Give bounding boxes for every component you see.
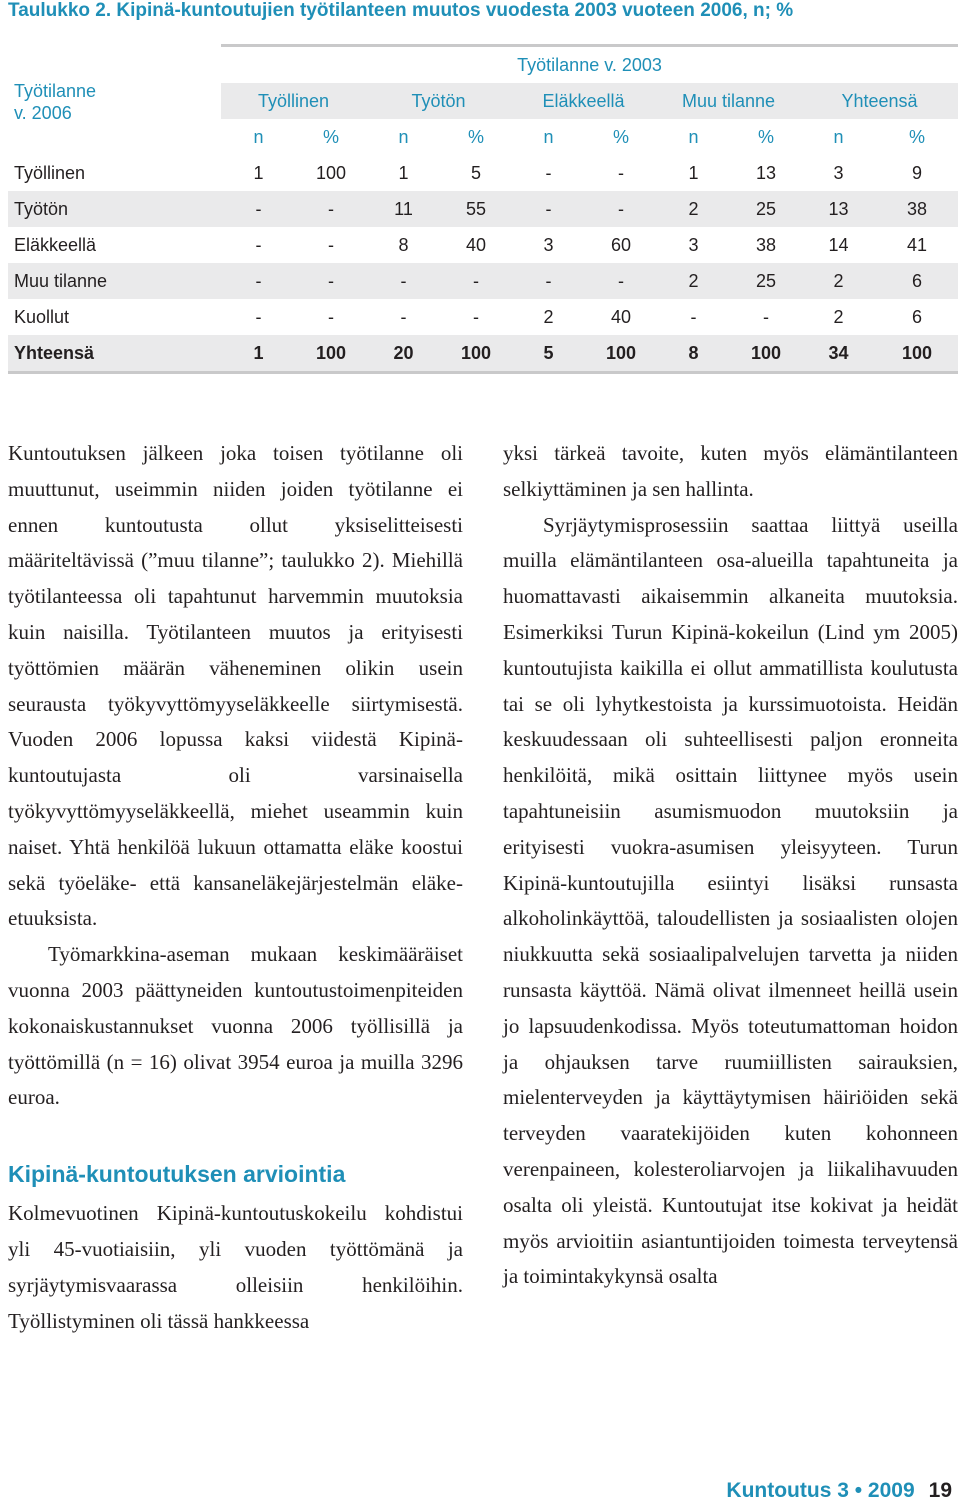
table-cell: 100 [296, 335, 366, 373]
table-cell: 8 [656, 335, 731, 373]
row-label: Eläkkeellä [14, 234, 97, 255]
data-table [8, 44, 958, 374]
table-cell: - [511, 191, 586, 227]
row-header-label [8, 46, 221, 156]
column-header-yhteensa: Yhteensä [801, 83, 958, 119]
table-cell: 2 [833, 306, 844, 327]
table-cell: 2 [656, 263, 731, 299]
table-cell: - [255, 234, 262, 255]
page-number: 19 [928, 1479, 952, 1502]
table-cell: 55 [441, 191, 511, 227]
table-cell: 100 [586, 335, 656, 373]
table-cell: - [366, 263, 441, 299]
sub-header-n: n [688, 126, 699, 147]
paragraph: yksi tärkeä tavoite, kuten myös elämäntilanteen selkiyttäminen ja sen hallinta. [503, 441, 958, 501]
sub-header-pct: % [467, 126, 484, 147]
row-header-label-line2: v. 2006 [14, 102, 72, 123]
row-header-label-line1: Työtilanne [14, 80, 97, 101]
table-row [8, 191, 958, 227]
table-cell: - [545, 162, 552, 183]
table-cell: 2 [543, 306, 554, 327]
table-cell: - [328, 234, 334, 255]
table-cell: 13 [755, 162, 777, 183]
table-cell: - [618, 162, 624, 183]
table-cell: 60 [610, 234, 632, 255]
sub-header-pct: % [612, 126, 629, 147]
sub-header-pct: % [909, 126, 926, 147]
column-header-tyoton: Työtön [366, 83, 511, 119]
table-row [8, 155, 958, 191]
table-cell: 1 [221, 335, 296, 373]
table-row [8, 263, 958, 299]
row-label: Muu tilanne [8, 263, 221, 299]
table-cell: 100 [876, 335, 958, 373]
table-cell: 8 [398, 234, 409, 255]
table-cell: 100 [315, 162, 347, 183]
table-cell: 34 [801, 335, 876, 373]
table-cell: 2 [801, 263, 876, 299]
table-cell: 40 [610, 306, 632, 327]
table-cell: 9 [912, 162, 923, 183]
table-cell: 25 [731, 191, 801, 227]
column-header-muu-tilanne: Muu tilanne [656, 83, 801, 119]
sub-header-n: n [543, 126, 554, 147]
paragraph: Työmarkkina-aseman mukaan keskimääräiset vuonna 2003 päättyneiden kuntoutustoimenpiteiden kokonaiskustannukset vuonna 2006 työllisillä ja työttömillä (n = 16) olivat 3954 euroa ja muilla 3296 euroa. [8, 942, 463, 1110]
left-text-column [8, 436, 463, 1339]
column-header-tyollinen: Työllinen [221, 83, 366, 119]
table-caption: Taulukko 2. Kipinä-kuntoutujien työtilanteen muutos vuodesta 2003 vuoteen 2006, n; % [8, 0, 794, 21]
sub-header-n: n [833, 126, 844, 147]
table-row [8, 227, 958, 263]
table-cell: 11 [366, 191, 441, 227]
sub-header-pct: % [322, 126, 339, 147]
row-label: Työtön [8, 191, 221, 227]
table-cell: - [400, 306, 407, 327]
table-cell: - [690, 306, 697, 327]
table-cell: 6 [912, 306, 923, 327]
table-cell: 38 [876, 191, 958, 227]
table-cell: - [441, 263, 511, 299]
journal-name: Kuntoutus 3 • 2009 [726, 1479, 915, 1502]
table-cell: - [221, 191, 296, 227]
table-cell: 6 [876, 263, 958, 299]
table-cell: 100 [731, 335, 801, 373]
table-cell: 20 [366, 335, 441, 373]
table-cell: 5 [470, 162, 481, 183]
table-cell: 13 [801, 191, 876, 227]
paragraph: Kolmevuotinen Kipinä-kuntoutuskokeilu kohdistui yli 45-vuotiaisiin, yli vuoden työttömänä ja syrjäytymisvaarassa olleisiin henkilöihin. Työllistyminen oli tässä hankkeessa [8, 1201, 463, 1333]
table-row [8, 299, 958, 335]
table-cell: 38 [755, 234, 777, 255]
row-label: Yhteensä [8, 335, 221, 373]
table-cell: - [255, 306, 262, 327]
sub-header-n: n [398, 126, 409, 147]
sub-header-n: n [253, 126, 264, 147]
group-header: Työtilanne v. 2003 [221, 46, 958, 84]
table-cell: 3 [688, 234, 699, 255]
table-cell: 3 [543, 234, 554, 255]
sub-header-pct: % [757, 126, 774, 147]
table-cell: - [296, 191, 366, 227]
paragraph: Kuntoutuksen jälkeen joka toisen työtilanne oli muuttunut, useimmin niiden joiden työtilanne ei ennen kuntoutusta ollut yksiselitteisesti määriteltävissä (”muu tilanne”; taulukko 2). Miehillä työtilanteessa oli tapahtunut harvemmin muutoksia kuin naisilla. Työtilanteen muutos ja erityisesti työttömien määrän väheneminen olikin usein seurausta työkyvyttömyyseläkkeelle siirtymisestä. Vuoden 2006 lopussa kaksi viidestä Kipinä-kuntoutujasta oli varsinaisella työkyvyttömyyseläkkeellä, miehet useammin kuin naiset. Yhtä henkilöä lukuun ottamatta eläke koostui sekä työeläke- että kansaneläkejärjestelmän eläke-etuuksista. [8, 441, 463, 931]
row-label: Kuollut [14, 306, 70, 327]
table-cell: 25 [731, 263, 801, 299]
table-cell: 14 [828, 234, 849, 255]
table-cell: - [586, 263, 656, 299]
table-cell: 1 [398, 162, 409, 183]
table-row [8, 335, 958, 373]
right-text-column [503, 436, 958, 1295]
table-cell: - [296, 263, 366, 299]
table-cell: 2 [656, 191, 731, 227]
table-cell: - [328, 306, 334, 327]
table-cell: - [511, 263, 586, 299]
table-cell: 41 [907, 234, 928, 255]
page-footer [726, 1479, 952, 1503]
table-cell: - [221, 263, 296, 299]
table-cell: 1 [253, 162, 264, 183]
row-label: Työllinen [14, 162, 86, 183]
table-cell: - [586, 191, 656, 227]
paragraph: Syrjäytymisprosessiin saattaa liittyä useilla muilla elämäntilanteen osa-alueilla tapahtuneita ja huomattavasti aikaisemmin alkaneita muutoksia. Esimerkiksi Turun Kipinä-kokeilun (Lind ym 2005) kuntoutujista kaikilla ei ollut ammatillista koulutusta tai se oli lyhytkestoista ja kurssimuotoista. Heidän keskuudessaan oli suhteellisesti paljon eronneita henkilöitä, mikä osittain liittynee myös usein tapahtuneisiin asumismuodon muutoksiin ja erityisesti vuokra-asumisen yleisyyteen. Turun Kipinä-kuntoutujilla esiintyi lisäksi runsasta alkoholinkäyttöä, taloudellisten ja sosiaalisten olojen niukkuutta sekä sosiaalipalvelujen tarvetta ja niiden runsasta käyttöä. Nämä olivat ilmenneet heillä usein jo lapsuudenkodissa. Myös toteutumattoman hoidon ja ohjauksen tarve ruumiillisten sairauksien, mielenterveyden ja käyttäytymisen häiriöiden sekä terveyden vaaratekijöiden kuten kohonneen verenpaineen, kolesteroliarvojen ja liikalihavuuden osalta oli yleistä. Kuntoutujat itse kokivat ja heidät myös arvioitiin asiantuntijoiden toimesta terveytensä ja toimintakykynsä osalta [503, 512, 958, 1289]
table-cell: - [473, 306, 479, 327]
table-cell: 3 [833, 162, 844, 183]
section-heading: Kipinä-kuntoutuksen arviointia [8, 1161, 346, 1188]
table-cell: 100 [441, 335, 511, 373]
column-header-elakkeella: Eläkkeellä [511, 83, 656, 119]
table-cell: 5 [511, 335, 586, 373]
table-cell: 40 [465, 234, 487, 255]
table-cell: 1 [688, 162, 699, 183]
table-cell: - [763, 306, 769, 327]
